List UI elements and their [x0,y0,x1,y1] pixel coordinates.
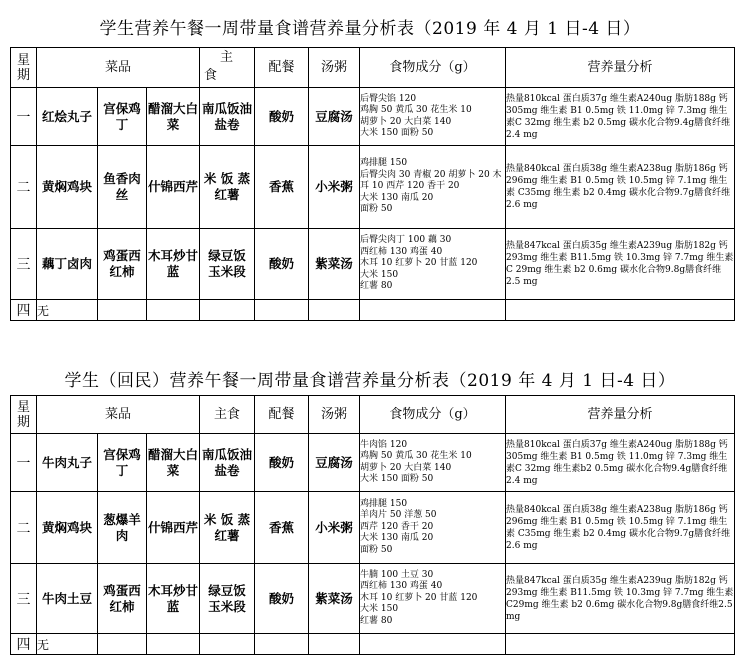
staple-cell: 南瓜饭油盐卷 [200,434,255,492]
dish-cell: 鸡蛋西红柿 [98,229,147,300]
ingredients-cell: 牛肉馅 120 鸡胸 50 黄瓜 30 花生米 10 胡萝卜 20 大白菜 140 大米 150 面粉 50 [360,434,506,492]
table-header-row [11,48,735,88]
day-cell: 四 [11,634,37,655]
nutrition-cell: 热量810kcal 蛋白质37g 维生素A240ug 脂肪188g 钙 305mg 维生素 B1 0.5mg 铁 11.0mg 锌 7.3mg 维生素C 32mg 维生素 b2 0.5mg 碳水化合物9.4g膳食纤维2.4 mg [506,88,735,146]
nutrition-cell: 热量840kcal 蛋白质38g 维生素A238ug 脂肪186g 钙 296mg 维生素 B1 0.5mg 铁 10.5mg 锌 7.1mg 维生素 C35mg 维生素 b2 0.4mg 碳水化合物9.7g膳食纤维2.6 mg [506,492,735,564]
day-cell: 四 [11,300,37,321]
staple-cell: 南瓜饭油盐卷 [200,88,255,146]
header-dishes: 菜品 [37,396,200,434]
table-row [11,229,735,300]
menu-table-general [10,47,735,321]
header-day: 星 期 [11,396,37,434]
ingredients-cell: 牛腩 100 土豆 30 西红柿 130 鸡蛋 40 木耳 10 红萝卜 20 甘蓝 120 大米 150 红薯 80 [360,564,506,634]
dish-cell: 鸡蛋西红柿 [98,564,147,634]
header-ingredients: 食物成分（g） [360,396,506,434]
dish-cell: 牛肉土豆 [37,564,98,634]
nutrition-cell: 热量840kcal 蛋白质38g 维生素A238ug 脂肪186g 钙 296mg 维生素 B1 0.5mg 铁 10.5mg 锌 7.1mg 维生素 C35mg 维生素 b2 0.4mg 碳水化合物9.7g膳食纤维2.6 mg [506,146,735,229]
header-ingredients: 食物成分（g） [360,48,506,88]
day-cell: 三 [11,229,37,300]
dish-cell: 木耳炒甘蓝 [147,229,200,300]
nutrition-cell: 热量810kcal 蛋白质37g 维生素A240ug 脂肪188g 钙 305mg 维生素 B1 0.5mg 铁 11.0mg 锌 7.3mg 维生素C 32mg 维生素b2 0.5mg 碳水化合物9.4g膳食纤维2.4 mg [506,434,735,492]
header-day: 星 期 [11,48,37,88]
none-cell: 无 [37,634,98,655]
header-staple-a: 主 [220,50,234,65]
table-header-row [11,396,735,434]
dish-cell: 木耳炒甘蓝 [147,564,200,634]
nutrition-cell: 热量847kcal 蛋白质35g 维生素A239ug 脂肪182g 钙 293mg 维生素 B11.5mg 铁 10.3mg 锌 7.7mg 维生素 C 29mg 维生素 b2 0.6mg 碳水化合物9.8g膳食纤维2.5 mg [506,229,735,300]
header-staple-b: 食 [204,68,218,83]
dish-cell: 宫保鸡丁 [98,434,147,492]
soup-cell: 小米粥 [309,492,360,564]
table-row [11,88,735,146]
header-staple [200,48,255,88]
ingredients-cell: 鸡排腿 150 后臀尖肉 30 青椒 20 胡萝卜 20 木耳 10 西芹 120 香干 20 大米 130 南瓜 20 面粉 50 [360,146,506,229]
staple-cell: 绿豆饭 玉米段 [200,564,255,634]
table-row [11,564,735,634]
dish-cell: 醋溜大白菜 [147,434,200,492]
side-cell: 香蕉 [255,492,309,564]
dish-cell: 什锦西芹 [147,492,200,564]
ingredients-cell: 鸡排腿 150 羊肉片 50 洋葱 50 西芹 120 香干 20 大米 130 南瓜 20 面粉 50 [360,492,506,564]
menu-table-hui [10,395,735,655]
day-cell: 二 [11,146,37,229]
side-cell: 酸奶 [255,88,309,146]
ingredients-cell: 后臀尖肉丁 100 藕 30 西红柿 130 鸡蛋 40 木耳 10 红萝卜 20 甘蓝 120 大米 150 红薯 80 [360,229,506,300]
staple-cell: 绿豆饭 玉米段 [200,229,255,300]
nutrition-cell: 热量847kcal 蛋白质35g 维生素A239ug 脂肪182g 钙 293mg 维生素 B11.5mg 铁 10.3mg 锌 7.7mg 维生素 C29mg 维生素 b2 0.6mg 碳水化合物9.8g膳食纤维2.5 mg [506,564,735,634]
dish-cell: 醋溜大白菜 [147,88,200,146]
side-cell: 酸奶 [255,229,309,300]
soup-cell: 豆腐汤 [309,88,360,146]
day-cell: 一 [11,434,37,492]
dish-cell: 鱼香肉丝 [98,146,147,229]
dish-cell: 红烩丸子 [37,88,98,146]
staple-cell: 米 饭 蒸红薯 [200,146,255,229]
dish-cell: 黄焖鸡块 [37,492,98,564]
dish-cell: 藕丁卤肉 [37,229,98,300]
table-row [11,300,735,321]
header-soup: 汤粥 [309,396,360,434]
dish-cell: 黄焖鸡块 [37,146,98,229]
ingredients-cell: 后臀尖馅 120 鸡胸 50 黄瓜 30 花生米 10 胡萝卜 20 大白菜 140 大米 150 面粉 50 [360,88,506,146]
side-cell: 酸奶 [255,434,309,492]
header-dishes: 菜品 [37,48,200,88]
day-cell: 一 [11,88,37,146]
dish-cell: 什锦西芹 [147,146,200,229]
soup-cell: 小米粥 [309,146,360,229]
soup-cell: 紫菜汤 [309,564,360,634]
header-side: 配餐 [255,396,309,434]
header-side: 配餐 [255,48,309,88]
header-nutrition: 营养量分析 [506,48,735,88]
staple-cell: 米 饭 蒸红薯 [200,492,255,564]
table-row [11,434,735,492]
table-row [11,146,735,229]
none-cell: 无 [37,300,98,321]
side-cell: 香蕉 [255,146,309,229]
side-cell: 酸奶 [255,564,309,634]
dish-cell: 宫保鸡丁 [98,88,147,146]
table2-title: 学生（回民）营养午餐一周带量食谱营养量分析表（2019 年 4 月 1 日-4 日） [64,371,676,391]
table1-title: 学生营养午餐一周带量食谱营养量分析表（2019 年 4 月 1 日-4 日） [99,19,641,39]
table-row [11,634,735,655]
dish-cell: 葱爆羊肉 [98,492,147,564]
table-row [11,492,735,564]
day-cell: 二 [11,492,37,564]
header-staple: 主食 [200,396,255,434]
soup-cell: 豆腐汤 [309,434,360,492]
day-cell: 三 [11,564,37,634]
soup-cell: 紫菜汤 [309,229,360,300]
header-soup: 汤粥 [309,48,360,88]
header-nutrition: 营养量分析 [506,396,735,434]
dish-cell: 牛肉丸子 [37,434,98,492]
